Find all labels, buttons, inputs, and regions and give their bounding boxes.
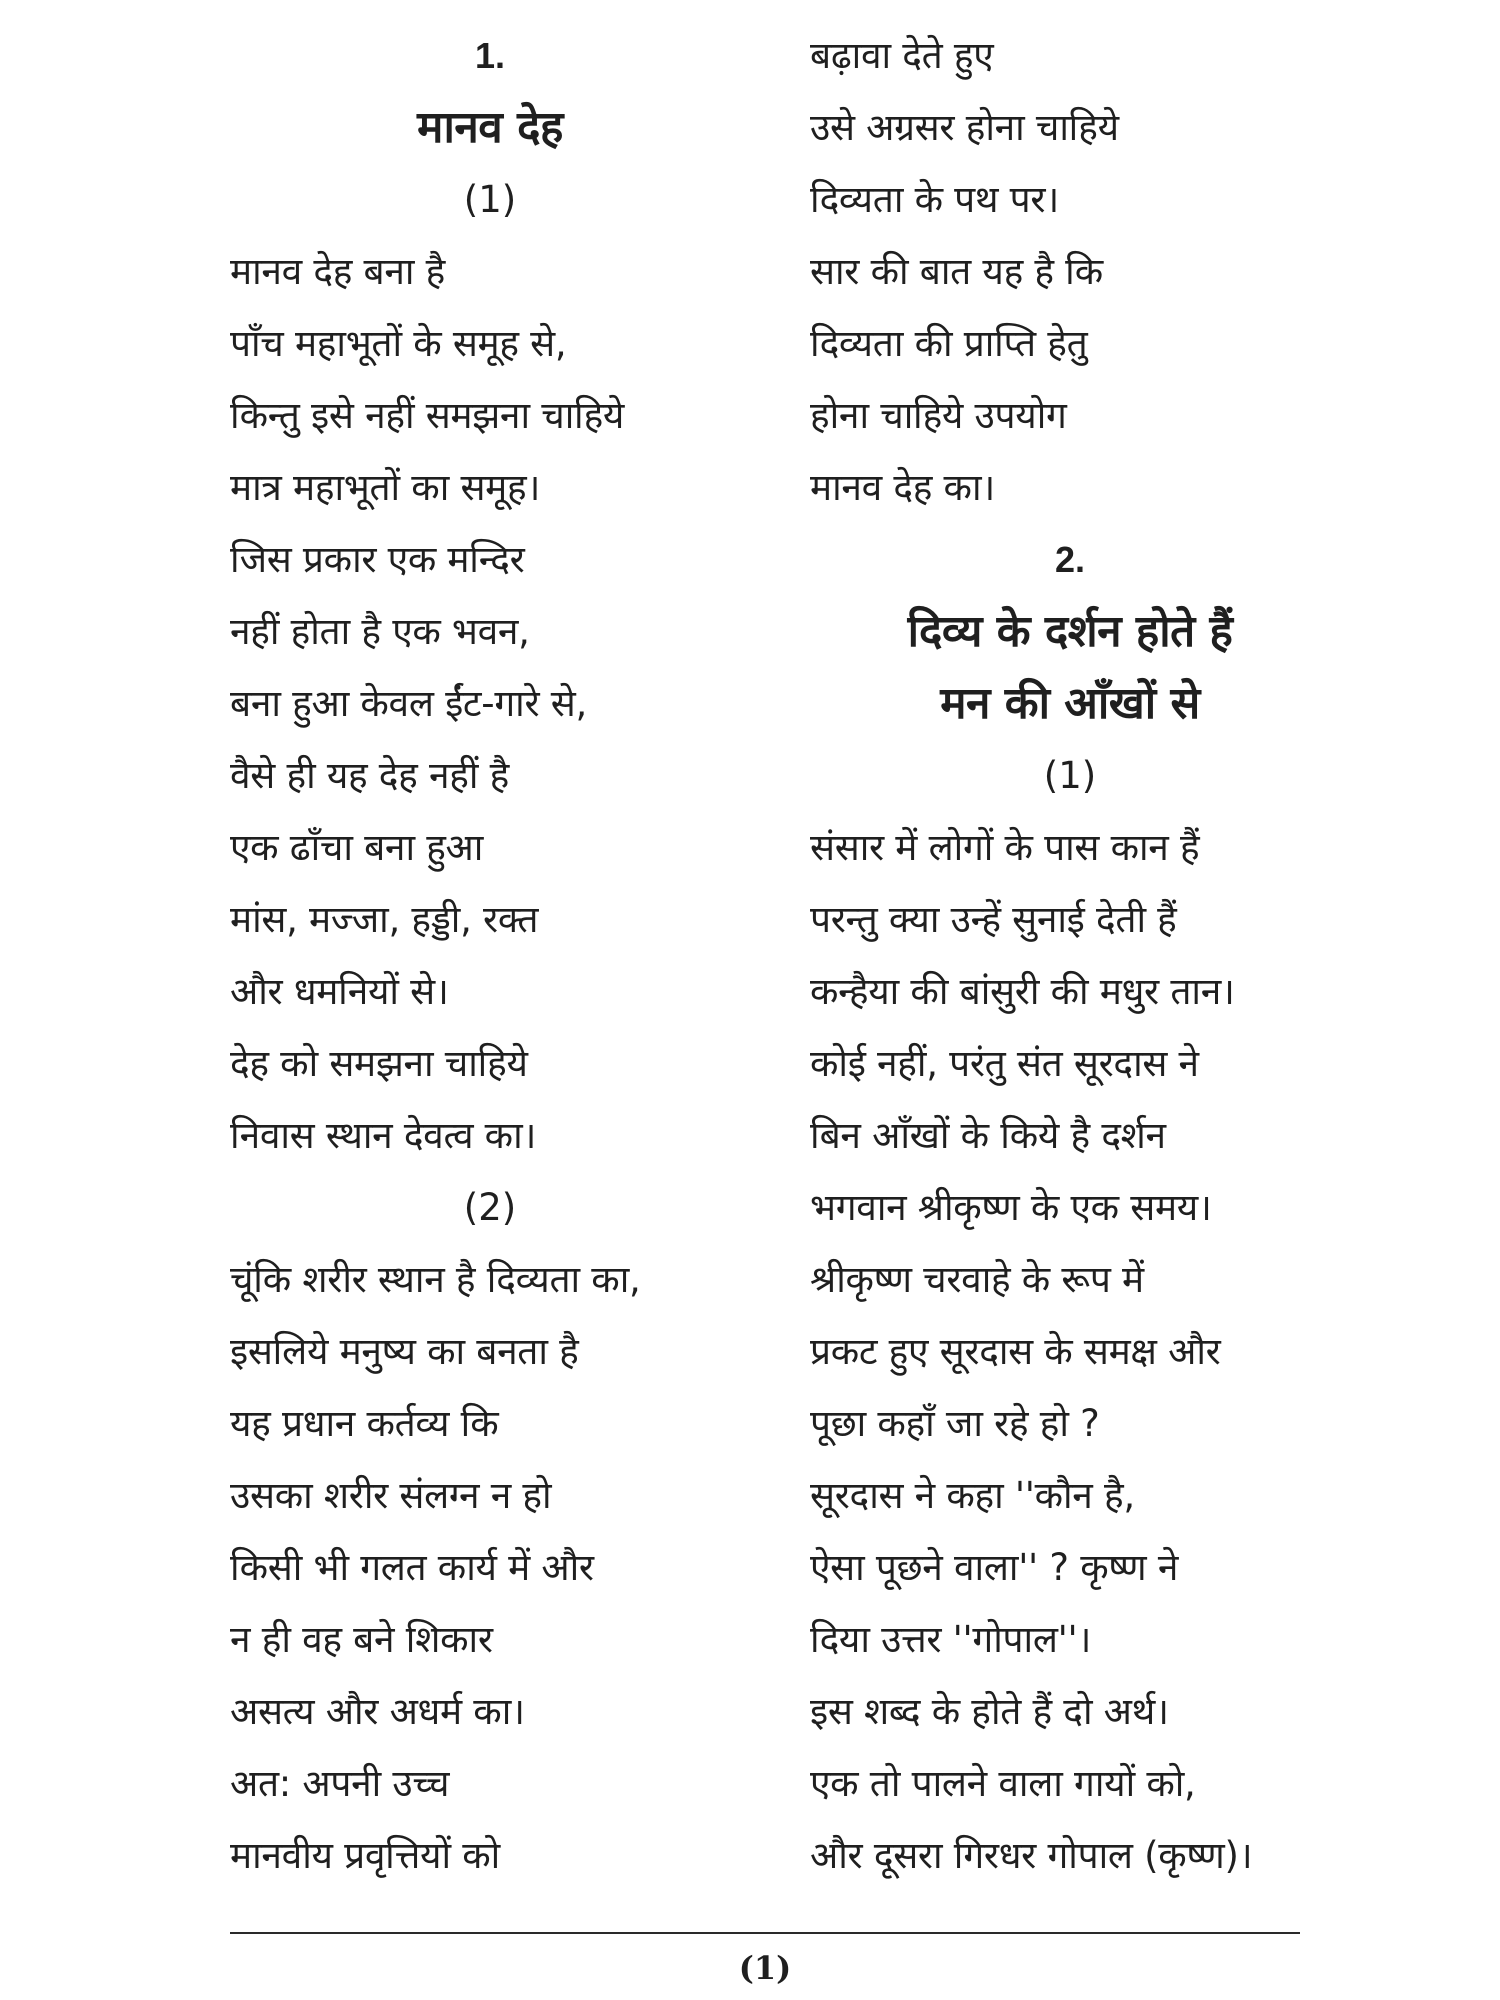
- poem-line: बढ़ावा देते हुए: [810, 34, 994, 77]
- poem-line: संसार में लोगों के पास कान हैं: [810, 826, 1200, 869]
- poem-line: बना हुआ केवल ईंट-गारे से,: [230, 682, 587, 725]
- poem-line: मानव देह बना है: [230, 250, 445, 293]
- poem-line: कोई नहीं, परंतु संत सूरदास ने: [810, 1042, 1199, 1085]
- part-label: (1): [1043, 754, 1097, 797]
- poem-line: सूरदास ने कहा ''कौन है,: [810, 1474, 1135, 1517]
- poem-line: किन्तु इसे नहीं समझना चाहिये: [230, 394, 625, 437]
- poem-line: एक ढाँचा बना हुआ: [230, 826, 484, 869]
- poem-line: उसे अग्रसर होना चाहिये: [810, 106, 1119, 149]
- poem-line: एक तो पालने वाला गायों को,: [810, 1762, 1196, 1805]
- poem-line: परन्तु क्या उन्हें सुनाई देती हैं: [810, 898, 1177, 941]
- poem-line: दिव्यता की प्राप्ति हेतु: [810, 322, 1088, 365]
- section-title: मन की आँखों से: [940, 678, 1200, 729]
- section-title: मानव देह: [417, 102, 563, 153]
- poem-line: देह को समझना चाहिये: [230, 1042, 528, 1085]
- section-number: 2.: [1054, 539, 1086, 580]
- poem-line: कन्हैया की बांसुरी की मधुर तान।: [810, 970, 1235, 1013]
- poem-line: वैसे ही यह देह नहीं है: [230, 754, 509, 797]
- footer-divider: [230, 1932, 1300, 1934]
- left-column: [230, 20, 750, 1892]
- poem-line: पूछा कहाँ जा रहे हो ?: [810, 1402, 1100, 1445]
- poem-line: अत: अपनी उच्च: [230, 1762, 450, 1805]
- section-number: 1.: [474, 35, 506, 76]
- poem-line: इसलिये मनुष्य का बनता है: [230, 1330, 579, 1373]
- poem-line: श्रीकृष्ण चरवाहे के रूप में: [810, 1258, 1144, 1301]
- poem-line: मांस, मज्जा, हड्डी, रक्त: [230, 898, 539, 941]
- poem-line: मात्र महाभूतों का समूह।: [230, 466, 541, 509]
- poem-line: चूंकि शरीर स्थान है दिव्यता का,: [230, 1258, 641, 1301]
- poem-line: दिया उत्तर ''गोपाल''।: [810, 1618, 1092, 1661]
- poem-line: दिव्यता के पथ पर।: [810, 178, 1059, 221]
- poem-line: सार की बात यह है कि: [810, 250, 1103, 293]
- poem-line: और दूसरा गिरधर गोपाल (कृष्ण)।: [810, 1834, 1253, 1877]
- poem-line: भगवान श्रीकृष्ण के एक समय।: [810, 1186, 1212, 1229]
- poem-line: निवास स्थान देवत्व का।: [230, 1114, 537, 1157]
- poem-line: जिस प्रकार एक मन्दिर: [230, 538, 525, 581]
- poem-line: उसका शरीर संलग्न न हो: [230, 1474, 552, 1517]
- right-column: [810, 20, 1330, 1892]
- page-number: (1): [738, 1949, 792, 1987]
- poem-line: ऐसा पूछने वाला'' ? कृष्ण ने: [810, 1546, 1179, 1589]
- part-label: (1): [463, 178, 517, 221]
- poem-line: और धमनियों से।: [230, 970, 449, 1013]
- poem-line: असत्य और अधर्म का।: [230, 1690, 525, 1733]
- section-title: दिव्य के दर्शन होते हैं: [907, 606, 1233, 657]
- poem-line: मानवीय प्रवृत्तियों को: [230, 1834, 500, 1877]
- poem-line: नहीं होता है एक भवन,: [230, 610, 530, 653]
- poem-line: मानव देह का।: [810, 466, 995, 509]
- part-label: (2): [463, 1186, 517, 1229]
- poem-line: किसी भी गलत कार्य में और: [230, 1546, 594, 1589]
- poem-line: यह प्रधान कर्तव्य कि: [230, 1402, 499, 1445]
- poem-line: इस शब्द के होते हैं दो अर्थ।: [810, 1690, 1169, 1733]
- poem-line: प्रकट हुए सूरदास के समक्ष और: [810, 1330, 1221, 1373]
- poem-line: पाँच महाभूतों के समूह से,: [230, 322, 567, 365]
- poem-line: होना चाहिये उपयोग: [810, 394, 1067, 437]
- poem-line: बिन आँखों के किये है दर्शन: [810, 1114, 1166, 1157]
- poem-line: न ही वह बने शिकार: [230, 1618, 493, 1661]
